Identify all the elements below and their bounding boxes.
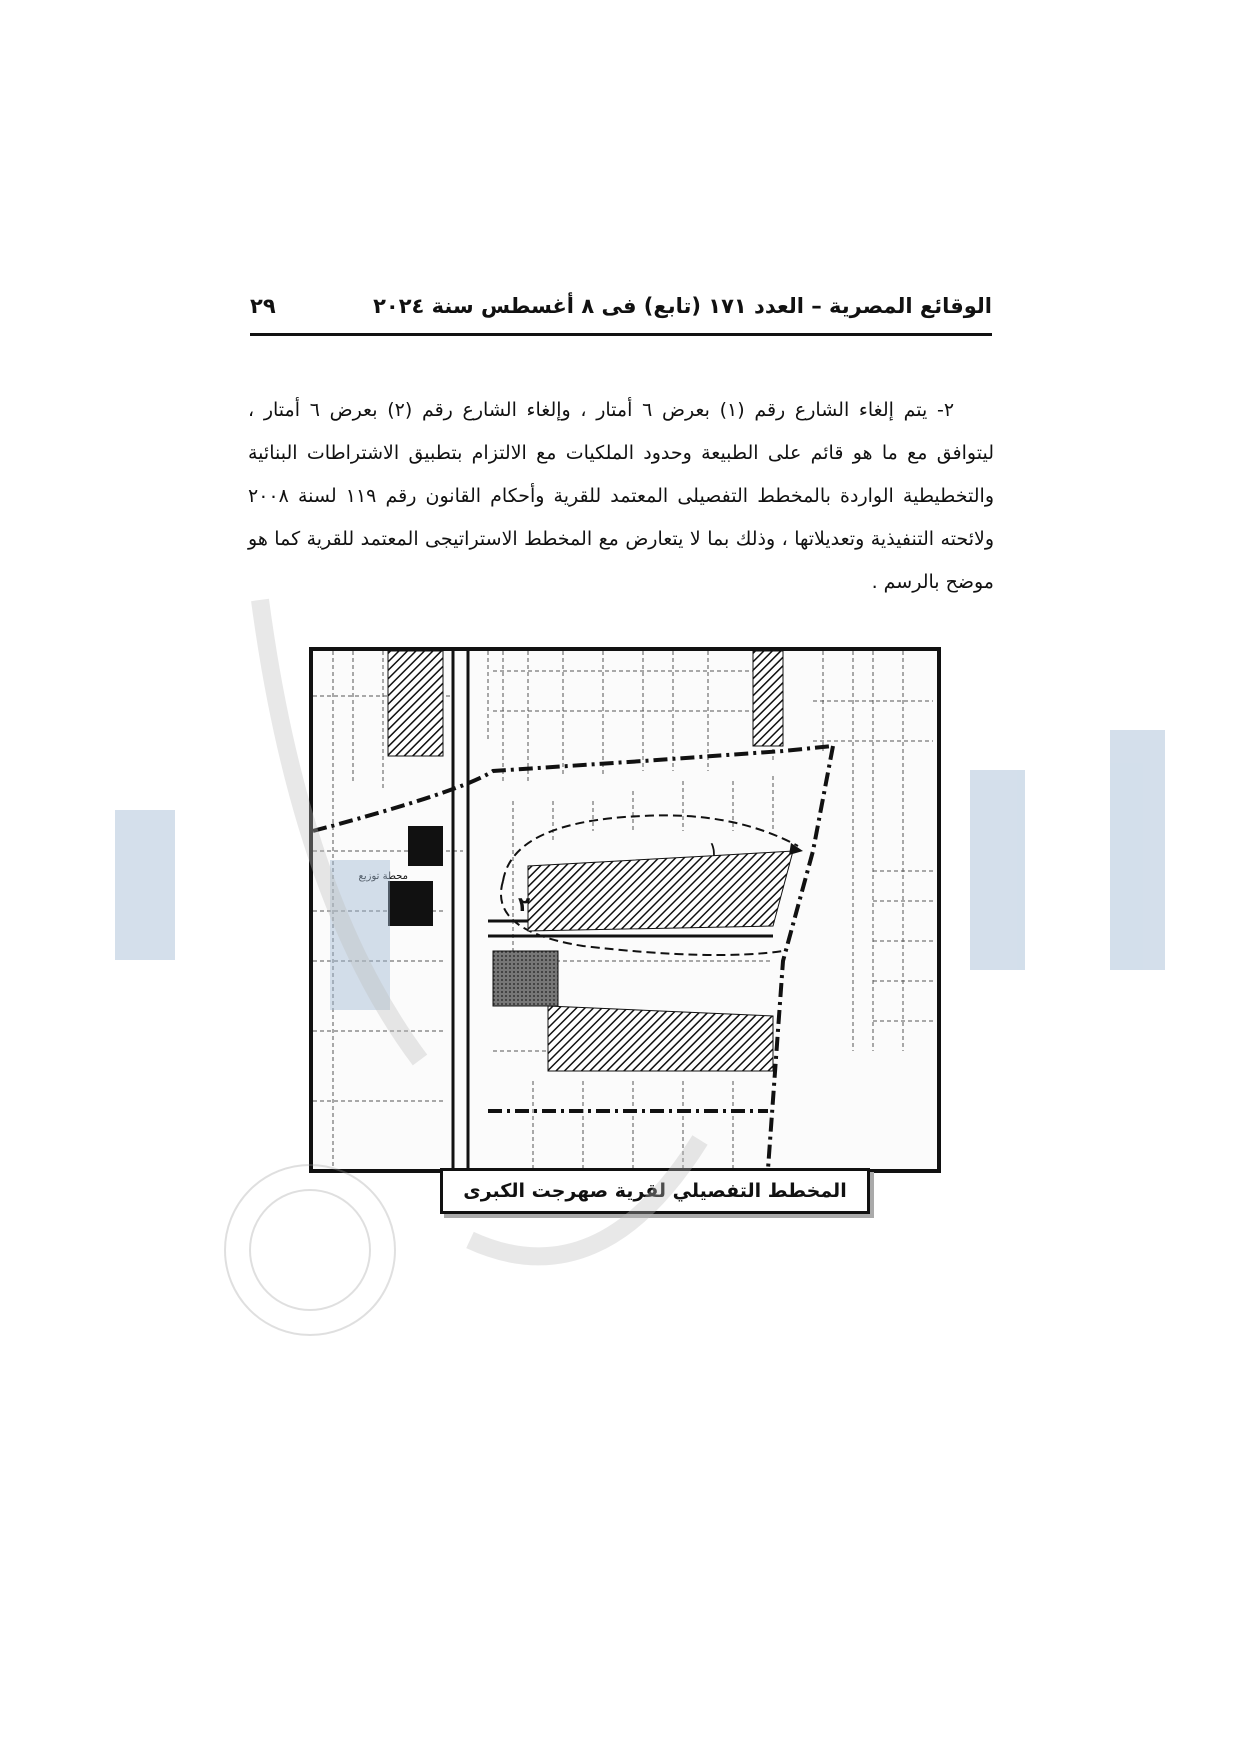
watermark-stroke <box>115 810 175 960</box>
street-2-label: ٢ <box>518 892 531 916</box>
seal-icon <box>250 1190 370 1310</box>
map-caption-text: المخطط التفصيلي لقرية صهرجت الكبرى <box>463 1180 847 1202</box>
watermark-stroke <box>1110 730 1165 970</box>
page-number: ٢٩ <box>250 294 276 318</box>
header-divider <box>250 333 992 336</box>
gazette-title: الوقائع المصرية – العدد ١٧١ (تابع) فى ٨ أغسطس سنة ٢٠٢٤ <box>373 294 992 318</box>
map-caption <box>440 1168 870 1214</box>
station-label: محطة توزيع <box>358 871 408 882</box>
street-1-label: ١ <box>708 837 719 861</box>
body-paragraph: ٢- يتم إلغاء الشارع رقم (١) بعرض ٦ أمتار ، وإلغاء الشارع رقم (٢) بعرض ٦ أمتار ، ليتوافق مع ما هو قائم على الطبيعة وحدود الملكيات مع الالتزام بتطبيق الاشتراطات البنائية والتخطيطية الواردة بالمخطط التفصيلى المعتمد للقرية وأحكام القانون رقم ١١٩ لسنة ٢٠٠٨ ولائحته التنفيذية وتعديلاتها ، وذلك بما لا يتعارض مع المخطط الاستراتيجى المعتمد للقرية كما هو موضح بالرسم . <box>248 399 994 593</box>
page-header <box>250 286 992 326</box>
map-drawing <box>313 651 937 1169</box>
detailed-plan-map <box>309 647 941 1173</box>
seal-icon <box>225 1165 395 1335</box>
watermark-stroke <box>970 770 1025 970</box>
